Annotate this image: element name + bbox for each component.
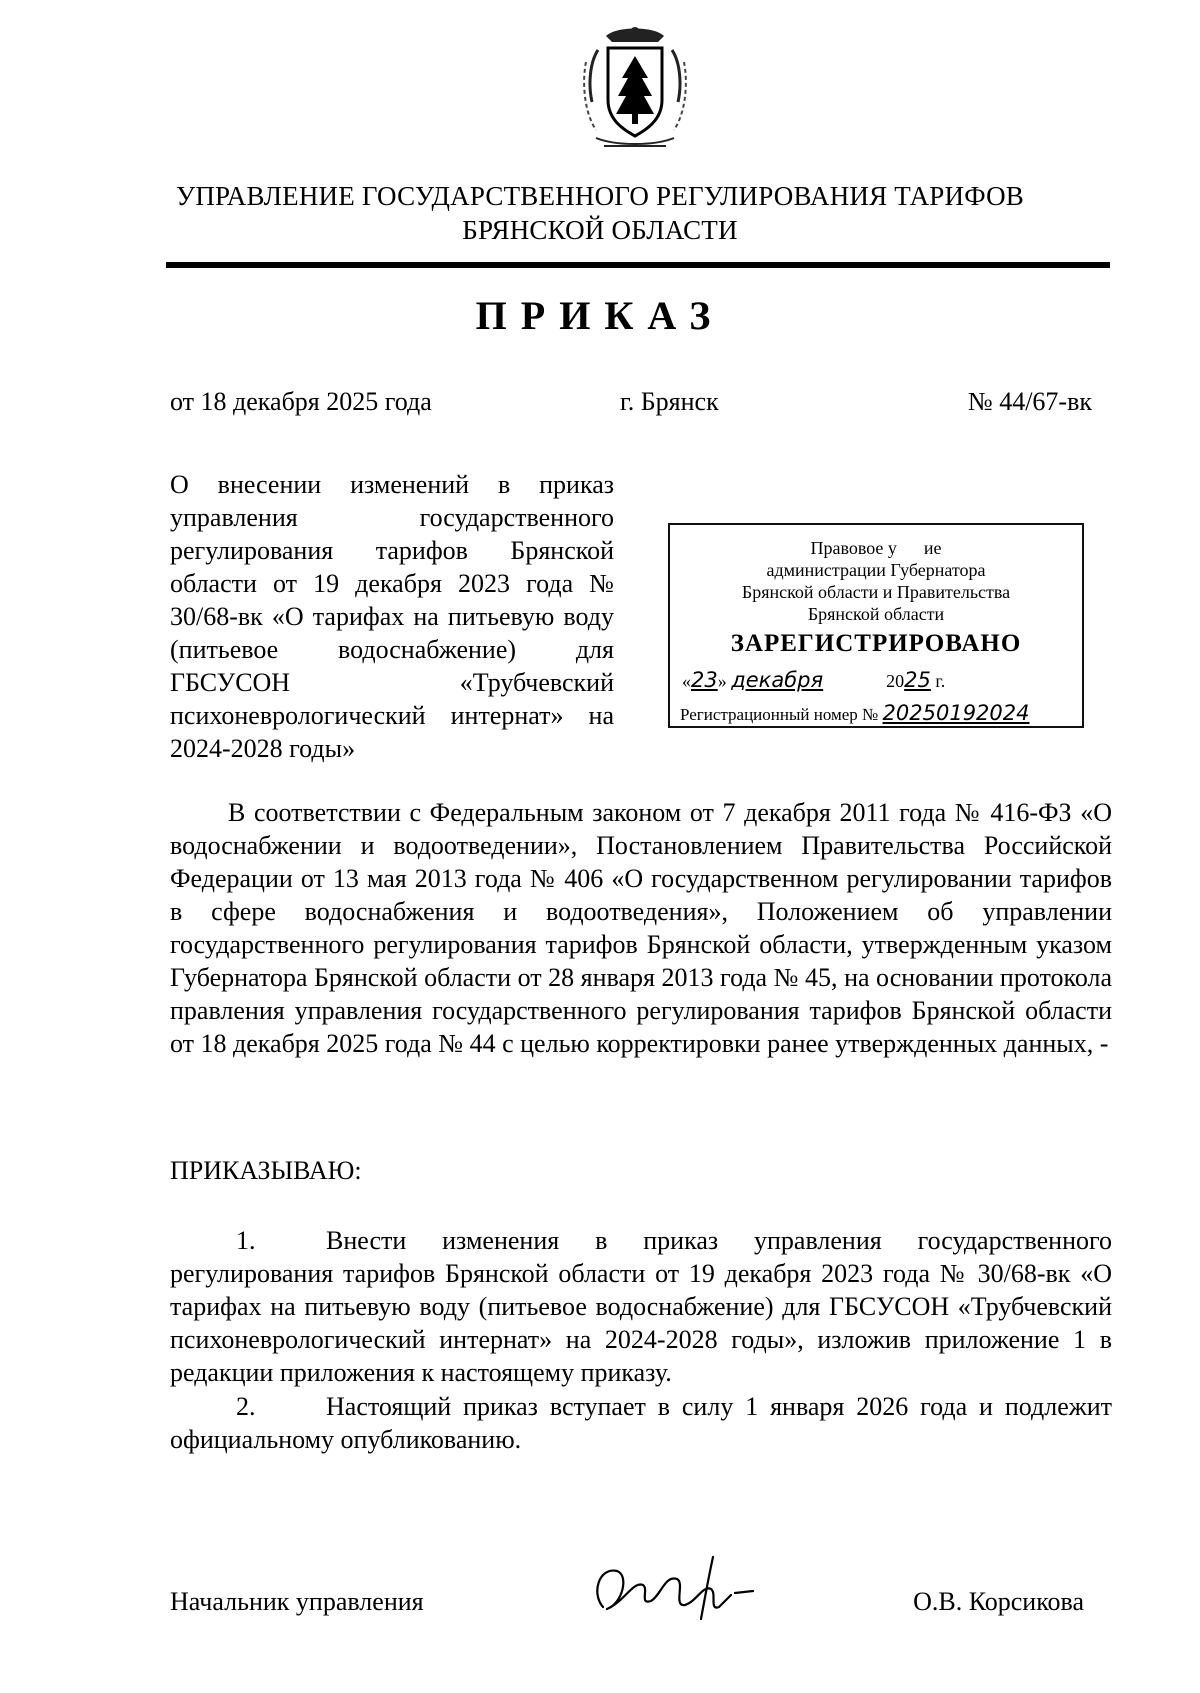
preamble-paragraph: В соответствии с Федеральным законом от 7 декабря 2011 года № 416-ФЗ «О водоснабжении и водоотведении», Постановлением Правительства Российской Федерации от 13 мая 2013 года № 406 «О государственном регулировании тарифов в сфере водоснабжения и водоотведения», Положением об управлении государственного регулирования тарифов Брянской области, утвержденным указом Губернатора Брянской области от 28 января 2013 года № 45, на основании протокола правления управления государственного регулирования тарифов Брянской области от 18 декабря 2025 года № 44 с целью корректировки ранее утвержденных данных, - — [170, 798, 1112, 1058]
header-divider — [166, 262, 1110, 268]
order-keyword: ПРИКАЗЫВАЮ: — [170, 1156, 362, 1185]
order-item-text: Внести изменения в приказ управления государственного регулирования тарифов Брянской области от 19 декабря 2023 года № 30/68-вк «О тарифах на питьевую воду (питьевое водоснабжение) для ГБСУСОН «Трубчевский психоневрологический интернат» на 2024-2028 годы», изложив приложение 1 в редакции приложения к настоящему приказу. — [170, 1226, 1112, 1387]
document-number: № 44/67-вк — [967, 387, 1092, 416]
document-title: ПРИКАЗ — [475, 293, 725, 338]
order-item-text: Настоящий приказ вступает в силу 1 января 2026 года и подлежит официальному опубликованию. — [170, 1392, 1112, 1454]
document-subject: О внесении изменений в приказ управления государственного регулирования тарифов Брянской области от 19 декабря 2023 года № 30/68-вк «О тарифах на питьевую воду (питьевое водоснабжение) для ГБСУСОН «Трубчевский психоневрологический интернат» на 2024-2028 годы» — [170, 470, 614, 763]
document-city: г. Брянск — [620, 387, 719, 416]
stamp-registered: ЗАРЕГИСТРИРОВАНО — [730, 630, 1022, 657]
handwritten-signature — [585, 1545, 760, 1627]
organization-name-line2: БРЯНСКОЙ ОБЛАСТИ — [462, 215, 738, 245]
order-item — [170, 1224, 1112, 1389]
stamp-date: «23» декабря 2025 г. — [682, 668, 946, 692]
stamp-line3: Брянской области и Правительства — [741, 582, 1011, 602]
order-item-number: 1. — [236, 1226, 256, 1255]
stamp-line4: Брянской области — [807, 604, 945, 624]
signatory-name: О.В. Корсикова — [913, 1587, 1084, 1616]
registration-stamp — [668, 523, 1084, 728]
coat-of-arms-emblem — [576, 22, 694, 157]
organization-name-line1: УПРАВЛЕНИЕ ГОСУДАРСТВЕННОГО РЕГУЛИРОВАНИЯ ТАРИФОВ — [176, 181, 1024, 211]
order-item — [170, 1390, 1112, 1456]
signatory-position: Начальник управления — [170, 1587, 424, 1616]
stamp-registration-number: Регистрационный номер № 20250192024 — [680, 701, 1030, 725]
document-date: от 18 декабря 2025 года — [170, 387, 432, 416]
order-item-number: 2. — [236, 1392, 256, 1421]
stamp-line2: администрации Губернатора — [766, 560, 986, 580]
stamp-line1: Правовое у ие — [810, 538, 942, 558]
